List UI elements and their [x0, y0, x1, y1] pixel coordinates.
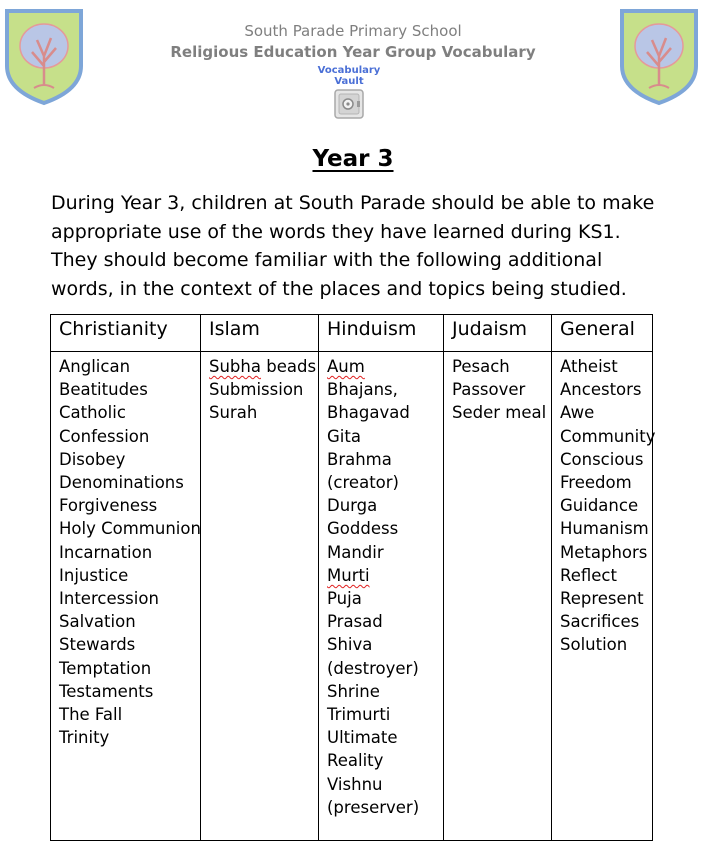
vocabulary-word: Subha beads	[209, 357, 317, 376]
vocabulary-word: Passover	[452, 380, 526, 400]
column-header-islam: Islam	[201, 315, 319, 352]
hinduism-words-cell	[319, 352, 444, 841]
christianity-words-cell	[51, 352, 201, 841]
vocabulary-word: Community	[560, 426, 656, 446]
vocabulary-word: The Fall	[59, 705, 123, 725]
vocabulary-word: Shiva	[327, 635, 373, 655]
vocabulary-word: (creator)	[327, 473, 399, 493]
vocabulary-word: Beatitudes	[59, 380, 148, 400]
vocabulary-word: Represent	[560, 589, 644, 609]
vocabulary-word: Forgiveness	[59, 496, 158, 516]
vocabulary-word: Seder meal	[452, 403, 547, 423]
vocabulary-word: Metaphors	[560, 542, 648, 562]
vocabulary-word: Surah	[209, 403, 258, 423]
column-header-judaism: Judaism	[444, 315, 552, 352]
vocabulary-word: (preserver)	[327, 797, 420, 817]
column-header-christianity: Christianity	[51, 315, 201, 352]
vocabulary-word: Incarnation	[59, 542, 153, 562]
vocabulary-word: Ancestors	[560, 380, 642, 400]
vocabulary-vault-label: Vocabulary Vault	[317, 65, 381, 87]
table-row	[51, 352, 653, 841]
vocabulary-word: Anglican	[59, 357, 131, 376]
vocabulary-word: Conscious	[560, 449, 644, 469]
vocabulary-word: Bhagavad	[327, 403, 410, 423]
vocabulary-word: Murti	[327, 565, 370, 585]
vocabulary-word: Guidance	[560, 496, 639, 516]
vocabulary-word: Pesach	[452, 357, 510, 376]
islam-words-cell	[201, 352, 319, 841]
vocabulary-word: Aum	[327, 357, 365, 376]
vocabulary-word: Injustice	[59, 565, 129, 585]
judaism-words-cell	[444, 352, 552, 841]
intro-paragraph: During Year 3, children at South Parade should be able to make appropriate use of the words they have learned during KS1. They should become familiar with the following additional words, in the context of the places and topics being studied.	[51, 192, 655, 300]
vocabulary-word: Trimurti	[327, 705, 391, 725]
vocabulary-word: Puja	[327, 589, 362, 609]
vocabulary-word: Durga	[327, 496, 378, 516]
vocabulary-word: Gita	[327, 426, 361, 446]
vocabulary-word: Intercession	[59, 589, 159, 609]
vocabulary-word: Catholic	[59, 403, 126, 423]
column-header-general: General	[552, 315, 653, 352]
general-words-cell	[552, 352, 656, 841]
vocabulary-word: Bhajans,	[327, 380, 398, 400]
vocabulary-word: Temptation	[59, 658, 152, 678]
vocabulary-word: Ultimate	[327, 728, 398, 748]
vocabulary-word: (destroyer)	[327, 658, 419, 678]
vocabulary-word: Freedom	[560, 473, 632, 493]
vocabulary-word: Reflect	[560, 565, 617, 585]
vocabulary-word: Disobey	[59, 449, 126, 469]
vocabulary-table	[50, 314, 656, 841]
vocabulary-word: Salvation	[59, 612, 136, 632]
vocabulary-word: Confession	[59, 426, 150, 446]
vocabulary-word: Shrine	[327, 681, 380, 701]
vocabulary-word: Stewards	[59, 635, 136, 655]
vocabulary-word: Mandir	[327, 542, 384, 562]
vocabulary-word: Testaments	[59, 681, 154, 701]
document-subtitle: Religious Education Year Group Vocabulary	[170, 43, 536, 61]
vocabulary-word: Submission	[209, 380, 304, 400]
table-header-row	[51, 315, 653, 352]
school-name: South Parade Primary School	[244, 22, 462, 40]
vocabulary-word: Vishnu	[327, 774, 383, 794]
vocabulary-word: Brahma	[327, 449, 392, 469]
safe-vault-icon	[333, 88, 365, 120]
vocabulary-word: Sacrifices	[560, 612, 640, 632]
vocabulary-word: Awe	[560, 403, 595, 423]
vocabulary-word: Reality	[327, 751, 384, 771]
vocabulary-word: Solution	[560, 635, 628, 655]
vocabulary-word: Atheist	[560, 357, 618, 376]
vocabulary-word: Prasad	[327, 612, 383, 632]
vocabulary-word: Goddess	[327, 519, 399, 539]
page-title: Year 3	[312, 146, 394, 172]
column-header-hinduism: Hinduism	[319, 315, 444, 352]
vocabulary-word: Humanism	[560, 519, 649, 539]
vocabulary-word: Denominations	[59, 473, 184, 493]
vocabulary-word: Holy Communion	[59, 519, 201, 539]
vocabulary-word: Trinity	[59, 728, 110, 748]
